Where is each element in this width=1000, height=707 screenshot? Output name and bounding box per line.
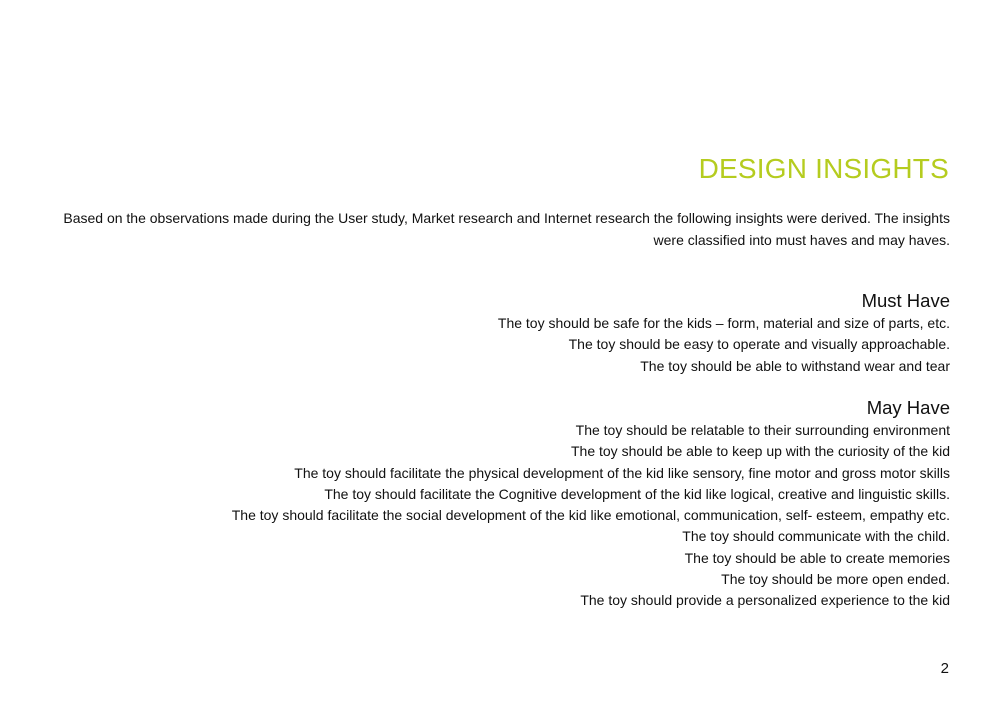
page-title: DESIGN INSIGHTS: [698, 153, 949, 184]
must-have-item: The toy should be easy to operate and visually approachable.: [568, 336, 950, 353]
must-have-item: The toy should be able to withstand wear and tear: [640, 357, 950, 374]
may-have-item: The toy should be able to keep up with the curiosity of the kid: [570, 443, 950, 460]
must-have-list: [498, 313, 950, 377]
may-have-heading: May Have: [866, 397, 950, 418]
may-have-item: The toy should be more open ended.: [721, 571, 950, 588]
may-have-list: [232, 420, 950, 612]
may-have-item: The toy should provide a personalized experience to the kid: [580, 592, 950, 609]
may-have-item: The toy should facilitate the physical development of the kid like sensory, fine motor and gross motor skills: [294, 464, 950, 481]
may-have-item: The toy should communicate with the child.: [682, 528, 950, 545]
must-have-item: The toy should be safe for the kids – form, material and size of parts, etc.: [497, 315, 950, 331]
may-have-item: The toy should be able to create memories: [684, 549, 950, 566]
may-have-item: The toy should be relatable to their surrounding environment: [575, 422, 950, 438]
may-have-item: The toy should facilitate the Cognitive development of the kid like logical, creative and linguistic skills.: [324, 485, 950, 502]
may-have-item: The toy should facilitate the social development of the kid like emotional, communication, self- esteem, empathy etc.: [231, 507, 950, 524]
page-number: 2: [940, 660, 949, 677]
intro-paragraph: Based on the observations made during the User study, Market research and Internet research the following insights were derived. The insights were classified into must haves and may haves.: [63, 210, 950, 248]
must-have-heading: Must Have: [861, 290, 950, 311]
